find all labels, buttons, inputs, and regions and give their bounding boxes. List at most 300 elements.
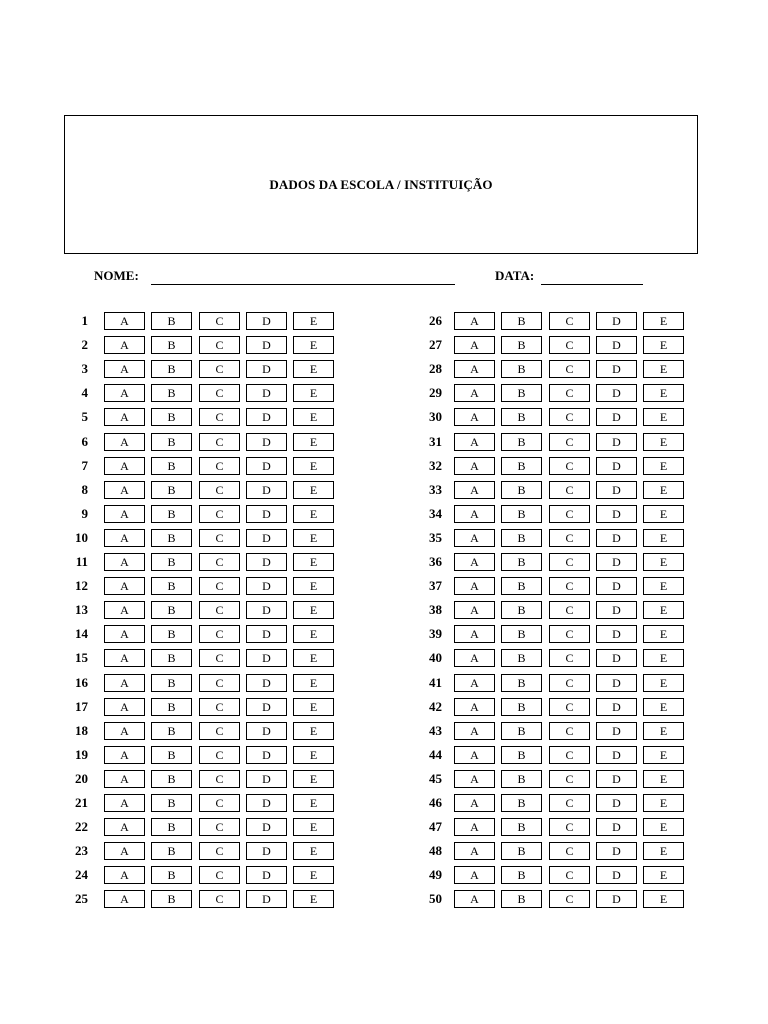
answer-option-e[interactable]: E	[293, 625, 334, 643]
question-number: 20	[75, 771, 88, 786]
answer-option-d[interactable]: D	[596, 433, 637, 451]
answer-option-d[interactable]: D	[596, 529, 637, 547]
answer-option-c[interactable]: C	[199, 601, 240, 619]
answer-option-a[interactable]: A	[454, 625, 495, 643]
answer-option-c[interactable]: C	[549, 674, 590, 692]
answer-option-e[interactable]: E	[643, 384, 684, 402]
question-row	[420, 529, 691, 547]
answer-option-d[interactable]: D	[596, 746, 637, 764]
answer-option-c[interactable]: C	[549, 866, 590, 884]
question-row	[66, 312, 341, 330]
question-row	[420, 505, 691, 523]
answer-option-c[interactable]: C	[199, 360, 240, 378]
answer-option-b[interactable]: B	[151, 794, 192, 812]
question-number: 27	[429, 337, 442, 352]
answer-option-a[interactable]: A	[104, 674, 145, 692]
answer-option-d[interactable]: D	[596, 312, 637, 330]
answer-option-b[interactable]: B	[151, 674, 192, 692]
answer-option-e[interactable]: E	[643, 481, 684, 499]
answer-option-e[interactable]: E	[643, 625, 684, 643]
answer-option-b[interactable]: B	[151, 384, 192, 402]
answer-option-e[interactable]: E	[643, 529, 684, 547]
answer-option-e[interactable]: E	[293, 457, 334, 475]
answer-option-b[interactable]: B	[151, 553, 192, 571]
question-number: 12	[75, 578, 88, 593]
question-number: 48	[429, 843, 442, 858]
question-row	[66, 553, 341, 571]
answer-option-a[interactable]: A	[454, 360, 495, 378]
answer-option-c[interactable]: C	[199, 408, 240, 426]
answer-option-d[interactable]: D	[246, 553, 287, 571]
answer-option-c[interactable]: C	[549, 336, 590, 354]
answer-option-a[interactable]: A	[454, 553, 495, 571]
answer-option-c[interactable]: C	[549, 794, 590, 812]
question-row	[66, 818, 341, 836]
question-number: 1	[81, 313, 88, 328]
answer-option-c[interactable]: C	[549, 481, 590, 499]
answer-option-b[interactable]: B	[151, 408, 192, 426]
answer-option-a[interactable]: A	[104, 818, 145, 836]
answer-option-c[interactable]: C	[549, 722, 590, 740]
answer-option-a[interactable]: A	[104, 890, 145, 908]
answer-option-b[interactable]: B	[151, 457, 192, 475]
answer-option-d[interactable]: D	[596, 553, 637, 571]
answer-option-a[interactable]: A	[104, 722, 145, 740]
question-number: 30	[429, 409, 442, 424]
answer-option-e[interactable]: E	[293, 384, 334, 402]
answer-option-b[interactable]: B	[151, 698, 192, 716]
answer-option-d[interactable]: D	[596, 842, 637, 860]
answer-option-b[interactable]: B	[151, 818, 192, 836]
answer-option-a[interactable]: A	[454, 577, 495, 595]
answer-option-c[interactable]: C	[199, 505, 240, 523]
answer-option-c[interactable]: C	[549, 433, 590, 451]
answer-option-a[interactable]: A	[454, 529, 495, 547]
answer-option-d[interactable]: D	[246, 529, 287, 547]
answer-option-b[interactable]: B	[501, 794, 542, 812]
question-number: 24	[75, 867, 88, 882]
answer-option-b[interactable]: B	[151, 577, 192, 595]
answer-option-d[interactable]: D	[246, 336, 287, 354]
question-number: 35	[429, 530, 442, 545]
answer-option-c[interactable]: C	[199, 866, 240, 884]
answer-option-a[interactable]: A	[104, 770, 145, 788]
answer-option-c[interactable]: C	[199, 625, 240, 643]
answer-option-c[interactable]: C	[199, 794, 240, 812]
question-row	[66, 433, 341, 451]
answer-option-e[interactable]: E	[293, 794, 334, 812]
answer-option-a[interactable]: A	[104, 312, 145, 330]
question-row	[66, 722, 341, 740]
answer-option-b[interactable]: B	[501, 312, 542, 330]
answer-option-b[interactable]: B	[501, 722, 542, 740]
question-row	[420, 674, 691, 692]
answer-option-e[interactable]: E	[643, 722, 684, 740]
answer-option-b[interactable]: B	[501, 890, 542, 908]
answer-option-a[interactable]: A	[454, 794, 495, 812]
answer-option-a[interactable]: A	[454, 505, 495, 523]
answer-option-d[interactable]: D	[596, 649, 637, 667]
question-row	[420, 312, 691, 330]
answer-option-b[interactable]: B	[151, 312, 192, 330]
answer-option-d[interactable]: D	[596, 457, 637, 475]
answer-option-e[interactable]: E	[643, 577, 684, 595]
answer-option-c[interactable]: C	[199, 722, 240, 740]
answer-option-e[interactable]: E	[293, 336, 334, 354]
answer-option-a[interactable]: A	[104, 457, 145, 475]
question-number: 16	[75, 675, 88, 690]
answer-option-e[interactable]: E	[643, 433, 684, 451]
answer-option-a[interactable]: A	[104, 577, 145, 595]
answer-option-d[interactable]: D	[596, 866, 637, 884]
answer-option-d[interactable]: D	[596, 577, 637, 595]
answer-option-a[interactable]: A	[104, 336, 145, 354]
answer-option-b[interactable]: B	[151, 649, 192, 667]
question-number: 2	[81, 337, 88, 352]
answer-option-e[interactable]: E	[643, 457, 684, 475]
answer-option-e[interactable]: E	[293, 698, 334, 716]
answer-option-a[interactable]: A	[104, 529, 145, 547]
answer-option-e[interactable]: E	[293, 481, 334, 499]
answer-option-c[interactable]: C	[199, 384, 240, 402]
answer-option-c[interactable]: C	[549, 770, 590, 788]
answer-option-b[interactable]: B	[501, 336, 542, 354]
answer-option-a[interactable]: A	[104, 481, 145, 499]
question-row	[420, 746, 691, 764]
answer-option-c[interactable]: C	[549, 890, 590, 908]
answer-option-c[interactable]: C	[199, 336, 240, 354]
answer-option-e[interactable]: E	[293, 818, 334, 836]
date-label: DATA:	[495, 268, 535, 283]
answer-option-e[interactable]: E	[643, 505, 684, 523]
answer-option-b[interactable]: B	[501, 842, 542, 860]
question-row	[420, 360, 691, 378]
answer-option-c[interactable]: C	[549, 649, 590, 667]
answer-option-e[interactable]: E	[643, 408, 684, 426]
answer-option-d[interactable]: D	[596, 818, 637, 836]
answer-option-d[interactable]: D	[596, 408, 637, 426]
answer-option-b[interactable]: B	[151, 481, 192, 499]
answer-option-a[interactable]: A	[104, 649, 145, 667]
answer-option-e[interactable]: E	[643, 649, 684, 667]
answer-option-e[interactable]: E	[293, 577, 334, 595]
answer-option-b[interactable]: B	[151, 770, 192, 788]
answer-option-d[interactable]: D	[596, 794, 637, 812]
question-row	[420, 890, 691, 908]
answer-option-a[interactable]: A	[454, 649, 495, 667]
answer-option-b[interactable]: B	[151, 890, 192, 908]
answer-option-e[interactable]: E	[643, 360, 684, 378]
answer-option-b[interactable]: B	[501, 553, 542, 571]
answer-option-e[interactable]: E	[293, 312, 334, 330]
answer-option-e[interactable]: E	[643, 601, 684, 619]
answer-option-e[interactable]: E	[293, 433, 334, 451]
answer-option-d[interactable]: D	[596, 722, 637, 740]
answer-option-a[interactable]: A	[104, 360, 145, 378]
answer-option-a[interactable]: A	[104, 842, 145, 860]
answer-option-c[interactable]: C	[549, 698, 590, 716]
answer-option-c[interactable]: C	[549, 529, 590, 547]
answer-option-c[interactable]: C	[549, 384, 590, 402]
answer-option-d[interactable]: D	[596, 505, 637, 523]
answer-option-b[interactable]: B	[151, 433, 192, 451]
answer-option-a[interactable]: A	[454, 433, 495, 451]
answer-option-a[interactable]: A	[454, 312, 495, 330]
question-number: 13	[75, 602, 88, 617]
answer-option-d[interactable]: D	[246, 722, 287, 740]
answer-option-d[interactable]: D	[596, 698, 637, 716]
question-row	[66, 481, 341, 499]
answer-option-d[interactable]: D	[596, 360, 637, 378]
answer-option-c[interactable]: C	[199, 433, 240, 451]
question-number: 18	[75, 723, 88, 738]
answer-option-e[interactable]: E	[293, 360, 334, 378]
answer-option-d[interactable]: D	[246, 842, 287, 860]
answer-option-d[interactable]: D	[596, 625, 637, 643]
answer-option-d[interactable]: D	[596, 770, 637, 788]
answer-option-d[interactable]: D	[246, 433, 287, 451]
question-number: 36	[429, 554, 442, 569]
answer-option-a[interactable]: A	[104, 505, 145, 523]
answer-option-e[interactable]: E	[293, 842, 334, 860]
answer-option-c[interactable]: C	[199, 674, 240, 692]
answer-option-d[interactable]: D	[596, 384, 637, 402]
answer-option-c[interactable]: C	[199, 553, 240, 571]
answer-option-e[interactable]: E	[643, 794, 684, 812]
answer-option-e[interactable]: E	[643, 336, 684, 354]
answer-option-c[interactable]: C	[549, 746, 590, 764]
answer-option-b[interactable]: B	[501, 649, 542, 667]
answer-option-d[interactable]: D	[246, 770, 287, 788]
answer-option-d[interactable]: D	[246, 698, 287, 716]
answer-option-e[interactable]: E	[293, 529, 334, 547]
answer-option-a[interactable]: A	[454, 722, 495, 740]
answer-option-e[interactable]: E	[293, 505, 334, 523]
question-row	[420, 866, 691, 884]
answer-option-c[interactable]: C	[199, 577, 240, 595]
answer-option-a[interactable]: A	[454, 698, 495, 716]
question-number: 15	[75, 650, 88, 665]
answer-option-b[interactable]: B	[151, 505, 192, 523]
answer-option-d[interactable]: D	[246, 625, 287, 643]
answer-option-e[interactable]: E	[293, 553, 334, 571]
question-number: 9	[81, 506, 88, 521]
answer-option-c[interactable]: C	[199, 890, 240, 908]
answer-option-c[interactable]: C	[549, 312, 590, 330]
answer-option-d[interactable]: D	[246, 674, 287, 692]
answer-option-a[interactable]: A	[104, 553, 145, 571]
answer-option-e[interactable]: E	[293, 674, 334, 692]
answer-option-e[interactable]: E	[643, 746, 684, 764]
answer-option-b[interactable]: B	[501, 457, 542, 475]
question-number: 4	[81, 385, 88, 400]
answer-option-d[interactable]: D	[246, 384, 287, 402]
answer-option-c[interactable]: C	[549, 842, 590, 860]
answer-option-c[interactable]: C	[199, 698, 240, 716]
answer-option-b[interactable]: B	[151, 625, 192, 643]
answer-option-b[interactable]: B	[151, 866, 192, 884]
question-number: 40	[429, 650, 442, 665]
answer-option-a[interactable]: A	[454, 408, 495, 426]
answer-option-a[interactable]: A	[454, 842, 495, 860]
answer-option-b[interactable]: B	[501, 433, 542, 451]
answer-option-d[interactable]: D	[596, 336, 637, 354]
answer-option-b[interactable]: B	[151, 722, 192, 740]
answer-option-b[interactable]: B	[501, 505, 542, 523]
answer-option-b[interactable]: B	[501, 601, 542, 619]
question-row	[420, 625, 691, 643]
answer-option-b[interactable]: B	[151, 336, 192, 354]
answer-option-c[interactable]: C	[549, 408, 590, 426]
answer-option-a[interactable]: A	[104, 746, 145, 764]
answer-option-e[interactable]: E	[293, 770, 334, 788]
answer-option-e[interactable]: E	[643, 698, 684, 716]
answer-option-c[interactable]: C	[549, 818, 590, 836]
answer-option-d[interactable]: D	[596, 481, 637, 499]
question-row	[66, 649, 341, 667]
answer-option-c[interactable]: C	[549, 553, 590, 571]
answer-option-b[interactable]: B	[501, 529, 542, 547]
answer-option-b[interactable]: B	[501, 698, 542, 716]
answer-option-a[interactable]: A	[104, 794, 145, 812]
answer-option-a[interactable]: A	[454, 890, 495, 908]
answer-option-b[interactable]: B	[501, 481, 542, 499]
name-field[interactable]	[151, 284, 455, 285]
question-row	[420, 722, 691, 740]
answer-option-b[interactable]: B	[501, 577, 542, 595]
answer-option-a[interactable]: A	[104, 601, 145, 619]
answer-option-b[interactable]: B	[151, 529, 192, 547]
answer-option-a[interactable]: A	[104, 408, 145, 426]
answer-option-a[interactable]: A	[104, 433, 145, 451]
answer-option-c[interactable]: C	[549, 625, 590, 643]
answer-option-a[interactable]: A	[454, 601, 495, 619]
answer-option-d[interactable]: D	[246, 312, 287, 330]
answer-option-a[interactable]: A	[454, 818, 495, 836]
answer-option-d[interactable]: D	[246, 866, 287, 884]
question-row	[420, 818, 691, 836]
answer-option-e[interactable]: E	[293, 722, 334, 740]
answer-option-e[interactable]: E	[643, 674, 684, 692]
answer-option-a[interactable]: A	[454, 336, 495, 354]
answer-option-b[interactable]: B	[501, 384, 542, 402]
answer-option-e[interactable]: E	[643, 818, 684, 836]
answer-option-c[interactable]: C	[549, 457, 590, 475]
question-row	[420, 384, 691, 402]
answer-option-b[interactable]: B	[501, 866, 542, 884]
answer-option-d[interactable]: D	[246, 818, 287, 836]
date-field[interactable]	[541, 284, 643, 285]
answer-option-a[interactable]: A	[104, 866, 145, 884]
answer-option-c[interactable]: C	[549, 360, 590, 378]
answer-option-d[interactable]: D	[246, 457, 287, 475]
answer-option-b[interactable]: B	[151, 746, 192, 764]
answer-option-c[interactable]: C	[199, 770, 240, 788]
answer-option-b[interactable]: B	[151, 601, 192, 619]
answer-option-a[interactable]: A	[104, 698, 145, 716]
answer-option-b[interactable]: B	[501, 770, 542, 788]
answer-option-d[interactable]: D	[246, 794, 287, 812]
answer-option-d[interactable]: D	[246, 360, 287, 378]
answer-option-e[interactable]: E	[293, 866, 334, 884]
question-row	[66, 601, 341, 619]
answer-option-a[interactable]: A	[104, 625, 145, 643]
answer-option-e[interactable]: E	[643, 890, 684, 908]
answer-option-a[interactable]: A	[104, 384, 145, 402]
answer-option-a[interactable]: A	[454, 866, 495, 884]
answer-option-c[interactable]: C	[199, 649, 240, 667]
answer-option-b[interactable]: B	[501, 360, 542, 378]
answer-option-b[interactable]: B	[501, 818, 542, 836]
answer-option-e[interactable]: E	[643, 770, 684, 788]
question-number: 33	[429, 482, 442, 497]
answer-option-a[interactable]: A	[454, 674, 495, 692]
answer-option-e[interactable]: E	[293, 601, 334, 619]
question-number: 34	[429, 506, 442, 521]
answer-option-d[interactable]: D	[246, 408, 287, 426]
answer-option-c[interactable]: C	[199, 746, 240, 764]
answer-option-c[interactable]: C	[199, 481, 240, 499]
answer-option-d[interactable]: D	[246, 890, 287, 908]
answer-option-e[interactable]: E	[643, 553, 684, 571]
question-row	[420, 336, 691, 354]
answer-option-a[interactable]: A	[454, 770, 495, 788]
question-row	[66, 505, 341, 523]
answer-option-a[interactable]: A	[454, 457, 495, 475]
answer-option-d[interactable]: D	[246, 746, 287, 764]
answer-option-d[interactable]: D	[246, 481, 287, 499]
answer-option-e[interactable]: E	[643, 842, 684, 860]
answer-option-e[interactable]: E	[643, 312, 684, 330]
answer-option-d[interactable]: D	[246, 649, 287, 667]
answer-option-e[interactable]: E	[293, 890, 334, 908]
answer-option-e[interactable]: E	[293, 408, 334, 426]
answer-option-e[interactable]: E	[293, 746, 334, 764]
answer-option-b[interactable]: B	[501, 625, 542, 643]
answer-option-c[interactable]: C	[199, 842, 240, 860]
question-number: 28	[429, 361, 442, 376]
answer-option-c[interactable]: C	[199, 457, 240, 475]
answer-option-a[interactable]: A	[454, 746, 495, 764]
answer-option-c[interactable]: C	[199, 312, 240, 330]
answer-option-b[interactable]: B	[501, 408, 542, 426]
answer-option-c[interactable]: C	[549, 577, 590, 595]
question-row	[66, 794, 341, 812]
answer-option-a[interactable]: A	[454, 384, 495, 402]
question-row	[420, 842, 691, 860]
answer-option-c[interactable]: C	[549, 601, 590, 619]
answer-option-b[interactable]: B	[151, 842, 192, 860]
answer-option-b[interactable]: B	[151, 360, 192, 378]
answer-option-b[interactable]: B	[501, 746, 542, 764]
answer-option-e[interactable]: E	[293, 649, 334, 667]
answer-option-b[interactable]: B	[501, 674, 542, 692]
answer-option-d[interactable]: D	[596, 890, 637, 908]
answer-option-d[interactable]: D	[596, 601, 637, 619]
question-number: 3	[81, 361, 88, 376]
answer-option-d[interactable]: D	[596, 674, 637, 692]
question-row	[66, 866, 341, 884]
answer-option-d[interactable]: D	[246, 577, 287, 595]
answer-option-c[interactable]: C	[199, 818, 240, 836]
answer-option-e[interactable]: E	[643, 866, 684, 884]
answer-option-a[interactable]: A	[454, 481, 495, 499]
answer-option-d[interactable]: D	[246, 505, 287, 523]
answer-option-d[interactable]: D	[246, 601, 287, 619]
answer-option-c[interactable]: C	[549, 505, 590, 523]
answer-option-c[interactable]: C	[199, 529, 240, 547]
question-number: 5	[81, 409, 88, 424]
